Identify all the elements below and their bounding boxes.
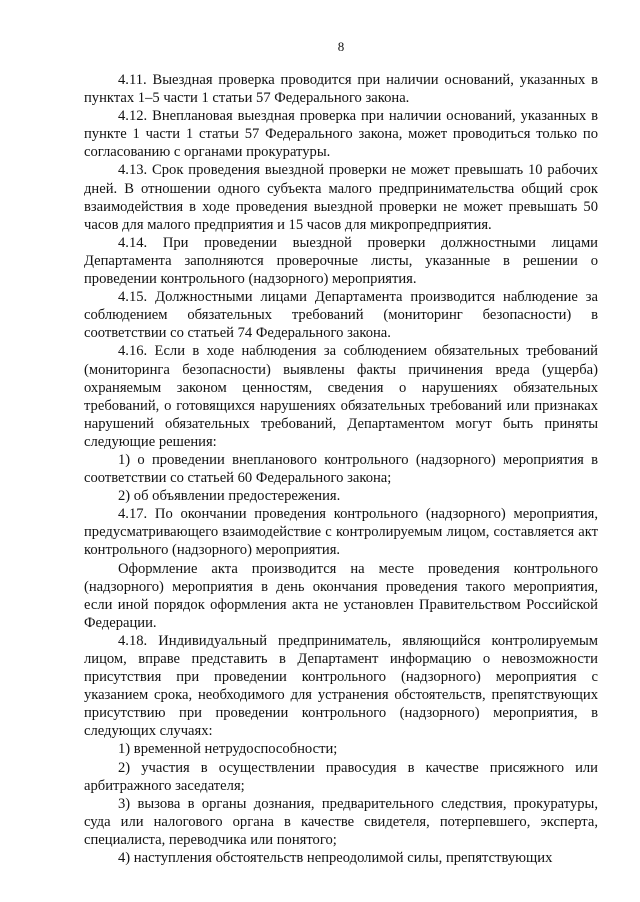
- paragraph-4-12: 4.12. Внеплановая выездная проверка при наличии оснований, указанных в пункте 1 части 1 статьи 57 Федерального закона, может проводиться только по согласованию с органами прокуратуры.: [84, 108, 598, 161]
- paragraph-4-18: 4.18. Индивидуальный предприниматель, являющийся контролируемым лицом, вправе представить в Департамент информацию о невозможности присутствия при проведении контрольного (надзорного) мероприятия с указанием срока, необходимого для устранения обстоятельств, препятствующих присутствию при проведении контрольного (надзорного) мероприятия, в следующих случаях:: [84, 632, 598, 740]
- paragraph-4-16: 4.16. Если в ходе наблюдения за соблюдением обязательных требований (мониторинга безопасности) выявлены факты причинения вреда (ущерба) охраняемым законом ценностям, сведения о нарушениях обязательных требований, о готовящихся нарушениях обязательных требований или признаках нарушений обязательных требований, Департаментом могут быть приняты следующие решения:: [84, 343, 598, 450]
- document-body: [84, 71, 598, 867]
- list-item-4-16-1: 1) о проведении внепланового контрольного (надзорного) мероприятия в соответствии со статьей 60 Федерального закона;: [84, 451, 598, 487]
- paragraph-4-17: 4.17. По окончании проведения контрольного (надзорного) мероприятия, предусматривающего взаимодействие с контролируемым лицом, составляется акт контрольного (надзорного) мероприятия.: [84, 506, 598, 559]
- list-item-4-18-1: 1) временной нетрудоспособности;: [118, 741, 338, 758]
- paragraph-4-11: 4.11. Выездная проверка проводится при наличии оснований, указанных в пунктах 1–5 части 1 статьи 57 Федерального закона.: [84, 72, 598, 107]
- list-item-4-16-2: 2) об объявлении предостережения.: [118, 488, 341, 505]
- list-item-4-18-3: 3) вызова в органы дознания, предварительного следствия, прокуратуры, суда или налогового органа в качестве свидетеля, потерпевшего, эксперта, специалиста, переводчика или понятого;: [84, 795, 598, 848]
- paragraph-act-formation: Оформление акта производится на месте проведения контрольного (надзорного) мероприятия в день окончания проведения такого мероприятия, если иной порядок оформления акта не установлен Правительством Российской Федерации.: [84, 560, 598, 631]
- page-number: 8: [337, 39, 345, 54]
- paragraph-4-13: 4.13. Срок проведения выездной проверки не может превышать 10 рабочих дней. В отношении одного субъекта малого предпринимательства общий срок взаимодействия в ходе проведения выездной проверки не может превышать 50 часов для малого предприятия и 15 часов для микропредприятия.: [84, 162, 598, 233]
- list-item-4-18-2: 2) участия в осуществлении правосудия в качестве присяжного или арбитражного заседателя;: [84, 759, 598, 794]
- paragraph-4-15: 4.15. Должностными лицами Департамента производится наблюдение за соблюдением обязательных требований (мониторинг безопасности) в соответствии со статьей 74 Федерального закона.: [84, 289, 598, 342]
- list-item-4-18-4: 4) наступления обстоятельств непреодолимой силы, препятствующих: [118, 850, 553, 867]
- paragraph-4-14: 4.14. При проведении выездной проверки должностными лицами Департамента заполняются проверочные листы, указанные в решении о проведении контрольного (надзорного) мероприятия.: [84, 234, 598, 288]
